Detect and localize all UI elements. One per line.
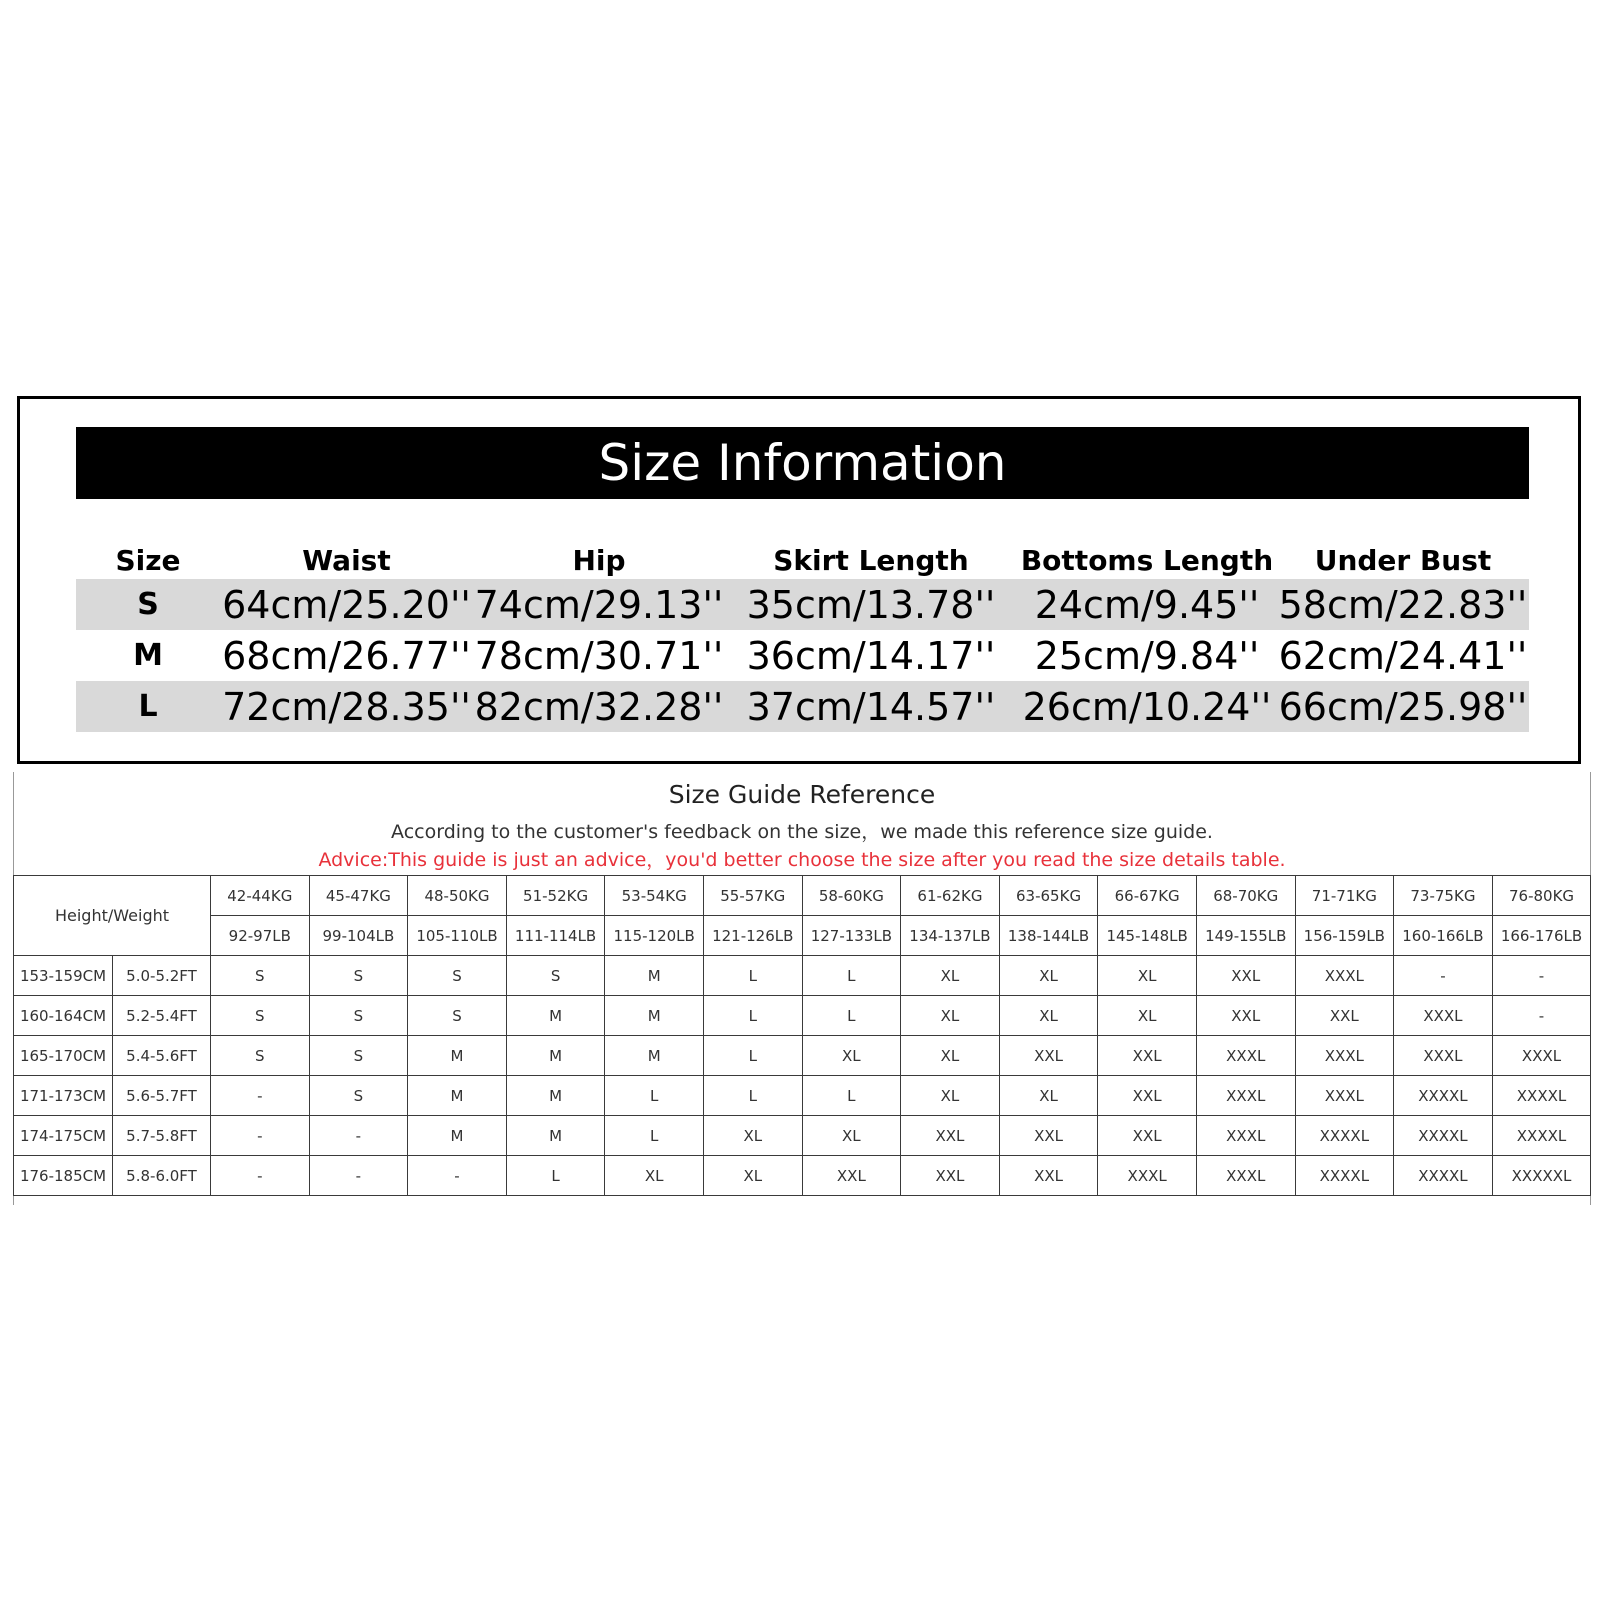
header-skirt-length: Skirt Length [773, 544, 969, 577]
weight-kg-header: 42-44KG [211, 876, 310, 916]
recommended-size: L [605, 1116, 704, 1156]
recommended-size: XXL [1196, 956, 1295, 996]
size-information-table [76, 527, 1529, 732]
weight-lb-header: 111-114LB [506, 916, 605, 956]
weight-kg-header: 63-65KG [999, 876, 1098, 916]
recommended-size: L [703, 996, 802, 1036]
recommended-size: XXXXL [1394, 1156, 1493, 1196]
recommended-size: L [703, 956, 802, 996]
recommended-size: L [703, 1036, 802, 1076]
recommended-size: XXXL [1295, 1036, 1394, 1076]
recommended-size: XXL [999, 1036, 1098, 1076]
recommended-size: L [802, 1076, 901, 1116]
size-guide-advice: Advice:This guide is just an advice，you'd better choose the size after you read the size details table. [318, 849, 1286, 871]
recommended-size: M [605, 1036, 704, 1076]
size-guide-panel [13, 772, 1591, 1205]
recommended-size: - [1394, 956, 1493, 996]
weight-lb-header: 145-148LB [1098, 916, 1197, 956]
recommended-size: S [309, 996, 408, 1036]
recommended-size: XL [1098, 996, 1197, 1036]
recommended-size: M [408, 1076, 507, 1116]
recommended-size: M [506, 1036, 605, 1076]
size-information-title: Size Information [76, 427, 1529, 499]
recommended-size: XXL [1098, 1076, 1197, 1116]
recommended-size: XXL [901, 1116, 1000, 1156]
weight-lb-header: 149-155LB [1196, 916, 1295, 956]
recommended-size: S [309, 956, 408, 996]
weight-lb-header: 166-176LB [1492, 916, 1591, 956]
recommended-size: - [408, 1156, 507, 1196]
height-ft: 5.4-5.6FT [113, 1036, 211, 1076]
recommended-size: S [506, 956, 605, 996]
height-cm: 171-173CM [14, 1076, 113, 1116]
size-guide-table [13, 875, 1591, 1196]
size-information-panel [17, 396, 1581, 764]
header-bottoms-length: Bottoms Length [1020, 544, 1274, 577]
recommended-size: - [1492, 956, 1591, 996]
height-ft: 5.8-6.0FT [113, 1156, 211, 1196]
weight-kg-header: 68-70KG [1196, 876, 1295, 916]
weight-kg-header: 66-67KG [1098, 876, 1197, 916]
recommended-size: M [506, 1076, 605, 1116]
header-hip: Hip [572, 544, 626, 577]
recommended-size: XL [901, 956, 1000, 996]
weight-lb-header: 115-120LB [605, 916, 704, 956]
size-row-m [76, 630, 1529, 681]
recommended-size: S [408, 996, 507, 1036]
recommended-size: - [211, 1156, 310, 1196]
recommended-size: - [309, 1156, 408, 1196]
under-bust-value: 66cm/25.98'' [1277, 681, 1529, 732]
recommended-size: S [211, 1036, 310, 1076]
weight-kg-header: 48-50KG [408, 876, 507, 916]
recommended-size: L [802, 956, 901, 996]
weight-lb-header: 105-110LB [408, 916, 507, 956]
size-guide-title: Size Guide Reference [668, 780, 936, 809]
recommended-size: XL [901, 1076, 1000, 1116]
recommended-size: XL [901, 996, 1000, 1036]
recommended-size: XXXL [1394, 1036, 1493, 1076]
recommended-size: XL [802, 1116, 901, 1156]
skirt-length-value: 37cm/14.57'' [725, 681, 1017, 732]
size-label: L [76, 681, 220, 732]
height-ft: 5.7-5.8FT [113, 1116, 211, 1156]
weight-kg-header: 55-57KG [703, 876, 802, 916]
size-label: M [133, 638, 163, 673]
recommended-size: S [309, 1076, 408, 1116]
recommended-size: XXL [999, 1156, 1098, 1196]
weight-kg-header: 45-47KG [309, 876, 408, 916]
under-bust-value: 58cm/22.83'' [1277, 579, 1529, 630]
recommended-size: S [309, 1036, 408, 1076]
recommended-size: XXXL [1295, 1076, 1394, 1116]
bottoms-length-value: 25cm/9.84'' [1034, 633, 1260, 678]
recommended-size: XXXL [1394, 996, 1493, 1036]
height-cm: 176-185CM [14, 1156, 113, 1196]
recommended-size: XXL [1196, 996, 1295, 1036]
recommended-size: S [211, 956, 310, 996]
skirt-length-value: 36cm/14.17'' [746, 633, 996, 678]
waist-value: 68cm/26.77'' [222, 633, 471, 678]
header-under-bust: Under Bust [1314, 544, 1492, 577]
recommended-size: XXXXL [1295, 1116, 1394, 1156]
recommended-size: XXL [1295, 996, 1394, 1036]
height-cm: 153-159CM [14, 956, 113, 996]
recommended-size: M [605, 996, 704, 1036]
recommended-size: XXXXL [1394, 1076, 1493, 1116]
size-row-l [76, 681, 1529, 732]
recommended-size: - [211, 1116, 310, 1156]
weight-lb-header: 156-159LB [1295, 916, 1394, 956]
recommended-size: M [408, 1036, 507, 1076]
recommended-size: XXXXL [1492, 1076, 1591, 1116]
hip-value: 74cm/29.13'' [473, 579, 725, 630]
skirt-length-value: 35cm/13.78'' [725, 579, 1017, 630]
recommended-size: XXXL [1295, 956, 1394, 996]
recommended-size: XL [999, 956, 1098, 996]
size-guide-note: According to the customer's feedback on the size，we made this reference size guide. [391, 821, 1213, 843]
recommended-size: XXXL [1098, 1156, 1197, 1196]
weight-lb-header: 127-133LB [802, 916, 901, 956]
weight-lb-header: 92-97LB [211, 916, 310, 956]
height-cm: 165-170CM [14, 1036, 113, 1076]
waist-value: 72cm/28.35'' [220, 681, 473, 732]
weight-lb-header: 99-104LB [309, 916, 408, 956]
recommended-size: XXXL [1196, 1156, 1295, 1196]
recommended-size: XL [901, 1036, 1000, 1076]
recommended-size: XXXXL [1295, 1156, 1394, 1196]
recommended-size: XXXXL [1394, 1116, 1493, 1156]
recommended-size: S [408, 956, 507, 996]
height-row [14, 1156, 1591, 1196]
weight-kg-header: 53-54KG [605, 876, 704, 916]
weight-lb-header: 121-126LB [703, 916, 802, 956]
weight-kg-row [14, 876, 1591, 916]
recommended-size: XXXXL [1492, 1116, 1591, 1156]
height-ft: 5.2-5.4FT [113, 996, 211, 1036]
recommended-size: XXXL [1492, 1036, 1591, 1076]
recommended-size: M [506, 996, 605, 1036]
weight-kg-header: 51-52KG [506, 876, 605, 916]
recommended-size: XXL [901, 1156, 1000, 1196]
recommended-size: XXXL [1196, 1116, 1295, 1156]
weight-kg-header: 76-80KG [1492, 876, 1591, 916]
height-ft: 5.6-5.7FT [113, 1076, 211, 1116]
recommended-size: L [802, 996, 901, 1036]
recommended-size: L [605, 1076, 704, 1116]
height-row [14, 1076, 1591, 1116]
recommended-size: XL [703, 1116, 802, 1156]
waist-value: 64cm/25.20'' [220, 579, 473, 630]
height-ft: 5.0-5.2FT [113, 956, 211, 996]
header-waist: Waist [302, 544, 391, 577]
recommended-size: XL [605, 1156, 704, 1196]
recommended-size: XXL [999, 1116, 1098, 1156]
weight-kg-header: 61-62KG [901, 876, 1000, 916]
height-cm: 160-164CM [14, 996, 113, 1036]
height-row [14, 1036, 1591, 1076]
recommended-size: XXL [802, 1156, 901, 1196]
recommended-size: XL [703, 1156, 802, 1196]
hip-value: 78cm/30.71'' [474, 633, 724, 678]
recommended-size: M [605, 956, 704, 996]
under-bust-value: 62cm/24.41'' [1278, 633, 1528, 678]
weight-kg-header: 71-71KG [1295, 876, 1394, 916]
size-row-s [76, 579, 1529, 630]
recommended-size: M [408, 1116, 507, 1156]
weight-lb-header: 160-166LB [1394, 916, 1493, 956]
weight-lb-header: 134-137LB [901, 916, 1000, 956]
height-row [14, 996, 1591, 1036]
recommended-size: S [211, 996, 310, 1036]
recommended-size: XXXL [1196, 1076, 1295, 1116]
weight-lb-header: 138-144LB [999, 916, 1098, 956]
header-size: Size [115, 544, 181, 577]
bottoms-length-value: 26cm/10.24'' [1017, 681, 1277, 732]
recommended-size: XL [999, 996, 1098, 1036]
height-weight-header: Height/Weight [14, 876, 211, 956]
recommended-size: XXL [1098, 1116, 1197, 1156]
recommended-size: XXXXXL [1492, 1156, 1591, 1196]
recommended-size: - [1492, 996, 1591, 1036]
weight-kg-header: 58-60KG [802, 876, 901, 916]
recommended-size: XXXL [1196, 1036, 1295, 1076]
bottoms-length-value: 24cm/9.45'' [1017, 579, 1277, 630]
recommended-size: M [506, 1116, 605, 1156]
recommended-size: - [309, 1116, 408, 1156]
height-row [14, 956, 1591, 996]
size-label: S [76, 579, 220, 630]
recommended-size: XL [999, 1076, 1098, 1116]
recommended-size: L [506, 1156, 605, 1196]
recommended-size: L [703, 1076, 802, 1116]
size-information-header-row [76, 527, 1529, 579]
height-cm: 174-175CM [14, 1116, 113, 1156]
recommended-size: XXL [1098, 1036, 1197, 1076]
height-row [14, 1116, 1591, 1156]
weight-lb-row [14, 916, 1591, 956]
recommended-size: - [211, 1076, 310, 1116]
weight-kg-header: 73-75KG [1394, 876, 1493, 916]
hip-value: 82cm/32.28'' [473, 681, 725, 732]
recommended-size: XL [1098, 956, 1197, 996]
recommended-size: XL [802, 1036, 901, 1076]
